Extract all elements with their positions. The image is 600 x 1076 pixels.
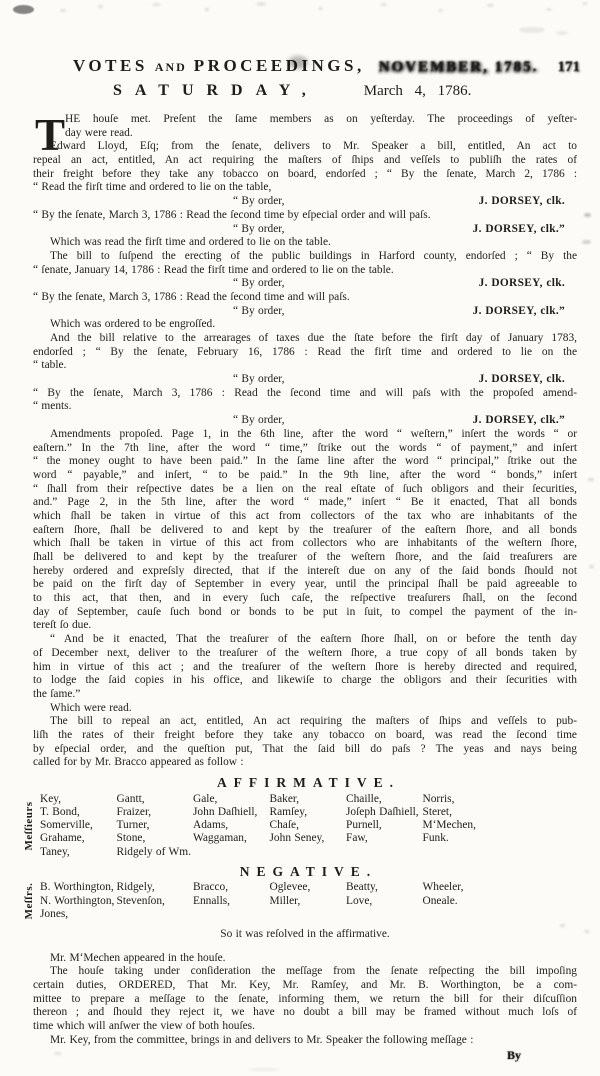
voter-name: Somerville, <box>40 819 93 832</box>
resolution-line: So it was reſolved in the affirmative. <box>220 928 390 941</box>
order-attestation <box>33 373 577 387</box>
header-title-votes: VOTES <box>73 56 148 75</box>
voter-name: Baker, <box>269 792 300 805</box>
voter-name: Miller, <box>269 894 301 907</box>
text-line: repeal an act, entitled, An act requiring the maſters of ſhips and veſſels to publiſh the rates of <box>33 154 577 167</box>
voter-name: N. Worthington, <box>40 894 115 907</box>
text-line: hereby ordered and expreſsly directed, that if the intereſt due on any of the ſaid bonds ſhould not <box>33 564 577 577</box>
text-line: “ ſhall from their reſpective dates be a lien on the real eſtate of ſuch obligors and their ſecurities, <box>33 482 577 495</box>
vote-column <box>117 881 194 921</box>
voter-name: Ramſey, <box>269 805 308 818</box>
text-line: “ table. <box>33 359 67 372</box>
header-title-proceedings: PROCEEDINGS, <box>193 56 365 75</box>
voter-name: B. Worthington, <box>40 881 114 894</box>
vote-column <box>423 793 578 859</box>
voter-name: Norris, <box>422 792 455 805</box>
ink-speck <box>438 9 443 12</box>
clerk-signature: J. DORSEY, clk.” <box>472 222 565 235</box>
text-line: Mr. Key, from the committee, brings in and delivers to Mr. Speaker the following meſſage : <box>50 1033 474 1046</box>
header-session: NOVEMBER, 1785. <box>378 59 539 75</box>
by-order-label: “ By order, <box>233 373 285 386</box>
drop-cap: T <box>35 110 66 160</box>
voter-name: Jones, <box>40 907 69 920</box>
voter-name: Bracco, <box>193 881 229 894</box>
text-line: day were read. <box>65 126 133 139</box>
by-order-label: “ By order, <box>233 222 285 235</box>
ink-speck <box>60 9 66 12</box>
date-heading <box>113 82 600 100</box>
ink-speck <box>248 1068 280 1071</box>
voter-name: Chaille, <box>346 792 382 805</box>
text-line: him in virtue of this act ; and the treaſurer of the weſtern ſhore is hereby directed and required, <box>33 660 577 673</box>
running-header <box>73 56 590 76</box>
vote-column <box>117 793 194 859</box>
text-line: “ the money ought to have been paid.” In the ſame line after the word “ principal,” ſtrike out the <box>33 455 577 468</box>
voter-name: Gale, <box>193 792 218 805</box>
ink-speck <box>556 31 568 35</box>
vote-column <box>346 793 423 859</box>
vote-heading: AFFIRMATIVE. <box>216 775 401 790</box>
by-order-label: “ By order, <box>233 304 285 317</box>
ink-speck <box>546 8 552 11</box>
body-text <box>0 110 600 1062</box>
voter-name: Ennalls, <box>193 894 231 907</box>
text-line: “ By the ſenate, March 3, 1786 : Read the ſecond time and will paſs. <box>33 290 350 303</box>
text-line: time which will anſwer the view of both houſes. <box>33 1020 255 1033</box>
order-attestation <box>33 223 577 237</box>
text-line: liſh the rates of their freight before they take any tobacco on board, was read the ſecond time <box>33 728 577 741</box>
vote-columns <box>40 881 577 921</box>
voter-name: Ridgely of Wm. <box>116 845 192 858</box>
voter-name: Chaſe, <box>269 819 299 832</box>
ink-speck <box>205 8 209 11</box>
by-order-label: “ By order, <box>233 195 285 208</box>
ink-speck <box>519 27 545 33</box>
vote-column <box>270 793 347 859</box>
text-line: their freight before they take any tobacco on board, endorſed ; “ By the ſenate, March 2, 1786 : <box>33 167 577 180</box>
text-line: be paid on the firſt day of September in every year, until the principal ſhall be paid agreeable to <box>33 578 577 591</box>
header-title-and: AND <box>154 60 187 74</box>
text-line: Amendments propoſed. Page 1, in the 6th line, after the word “ weſtern,” inſert the words “ or <box>50 427 577 440</box>
voter-name: Love, <box>346 894 373 907</box>
clerk-signature: J. DORSEY, clk. <box>478 373 565 386</box>
text-line: endorſed ; “ By the ſenate, February 16, 1786 : Read the firſt time and ordered to lie on the <box>33 345 577 358</box>
text-line: HE houſe met. Preſent the ſame members as on yeſterday. The proceedings of yeſter- <box>65 113 577 125</box>
clerk-signature: J. DORSEY, clk. <box>478 277 565 290</box>
text-line: day of September, cauſe ſuch bond or bonds to be put in ſuit, to compel the payment of the in- <box>33 605 577 618</box>
voter-name: Funk. <box>422 832 449 845</box>
vote-column <box>193 881 270 921</box>
ink-speck <box>582 2 588 5</box>
text-line: of December next, deliver to the treaſurer of the weſtern ſhore, a true copy of all bonds taken by <box>33 646 577 659</box>
vote-column <box>40 881 117 921</box>
catchword-text: By <box>506 1047 521 1062</box>
text-line: tereſt ſo due. <box>33 619 92 632</box>
text-line: The houſe taking under conſideration the meſſage from the ſenate reſpecting the bill impoſing <box>50 965 577 978</box>
vote-table-label: Meſſrs. <box>23 882 35 920</box>
voter-name: M‘Mechen, <box>422 819 476 832</box>
vote-heading: NEGATIVE. <box>239 863 378 879</box>
voter-name: Beatty, <box>346 881 378 894</box>
vote-table <box>23 792 577 859</box>
clerk-signature: J. DORSEY, clk.” <box>472 304 565 317</box>
voter-name: Grahame, <box>40 832 85 845</box>
vote-columns <box>40 793 577 859</box>
text-line: certain duties, ORDERED, That Mr. Key, Mr. Ramſey, and Mr. B. Worthington, be a com- <box>33 979 577 992</box>
text-line: word “ payable,” and inſert, “ to be paid.” In the 9th line, after the word “ bonds,” inſert <box>33 468 577 481</box>
text-line: The bill to repeal an act, entitled, An act requiring the maſters of ſhips and veſſels to pub- <box>50 715 577 728</box>
text-line: eaſtern.” In the 7th line, after the word “ time,” ſtrike out the words “ of payment,” and inſert <box>33 441 577 454</box>
vote-table <box>23 881 577 921</box>
text-line: “ By the ſenate, March 3, 1786 : Read the ſecond time and will paſs with the propoſed amend- <box>33 386 577 399</box>
vote-column <box>40 793 117 859</box>
by-order-label: “ By order, <box>233 277 285 290</box>
text-line: Which were read. <box>50 701 132 714</box>
voter-name: Gantt, <box>116 792 145 805</box>
text-line: to lodge the ſaid copies in his office, and likewiſe to charge the obligors and their ſecurities with <box>33 674 577 687</box>
text-line: ſhall be delivered to and kept by the treaſurer of the weſtern ſhore, and the ſaid treaſurers are <box>33 551 577 563</box>
text-line: Edward Lloyd, Eſq; from the ſenate, delivers to Mr. Speaker a bill, entitled, An act to <box>50 140 577 153</box>
voter-name: Oneale. <box>422 894 458 907</box>
catchword <box>33 1049 577 1063</box>
text-line: the ſame.” <box>33 687 81 700</box>
text-line: “ By the ſenate, March 3, 1786 : Read the ſecond time by eſpecial order and will paſs. <box>33 208 431 221</box>
text-line: called for by Mr. Bracco appeared as follow : <box>33 756 244 769</box>
text-line: mittee to prepare a meſſage to the ſenate, informing them, we return the bill for their diſcuſſion <box>33 992 577 1005</box>
page-number: 171 <box>557 59 580 75</box>
voter-name: Steret, <box>422 805 452 818</box>
text-line: thereon ; and ſhould they reject it, we have no doubt a bill may be framed without much loſs of <box>33 1006 577 1019</box>
ink-speck <box>487 4 494 7</box>
text-line: “ ments. <box>33 400 72 413</box>
voter-name: Adams, <box>193 819 229 832</box>
voter-name: Ridgely, <box>116 881 155 894</box>
voter-name: Taney, <box>40 845 70 858</box>
voter-name: Purnell, <box>346 819 382 832</box>
voter-name: Oglevee, <box>269 881 311 894</box>
by-order-label: “ By order, <box>233 414 285 427</box>
text-line: which ſhall be taken in virtue of this act from collectors of the tax who are inhabitants of the <box>33 509 577 522</box>
voter-name: Key, <box>40 792 62 805</box>
text-line: Mr. M‘Mechen appeared in the houſe. <box>50 951 226 964</box>
text-line: and.” Page 2, in the 5th line, after the word “ made,” inſert “ Be it enacted, That all bonds <box>33 496 577 509</box>
text-line: “ ſenate, January 14, 1786 : Read the firſt time and ordered to lie on the table. <box>33 263 394 276</box>
clerk-signature: J. DORSEY, clk. <box>478 195 565 208</box>
voter-name: Turner, <box>116 819 150 832</box>
voter-name: Waggaman, <box>193 832 247 845</box>
session-date: March 4, 1786. <box>363 83 472 99</box>
clerk-signature: J. DORSEY, clk.” <box>472 414 565 427</box>
voter-name: John Daſhiell, <box>193 805 258 818</box>
text-line: by eſpecial order, and the queſtion put, That the ſaid bill do paſs ? The yeas and nays being <box>33 742 577 755</box>
ink-speck <box>152 3 161 6</box>
voter-name: T. Bond, <box>40 805 80 818</box>
ink-speck <box>380 3 387 6</box>
ink-blot <box>13 5 34 14</box>
text-line: eaſtern ſhore, ſhall be delivered to and kept by the treaſurer of the eaſtern ſhore, and all bonds <box>33 523 577 536</box>
text-line: The bill to ſuſpend the erecting of the public buildings in Harford county, endorſed ; “ By the <box>50 249 577 262</box>
voter-name: Joſeph Daſhiell, <box>346 805 419 818</box>
vote-table-label: Meſſieurs <box>23 801 35 851</box>
order-attestation <box>33 305 577 319</box>
ink-speck <box>256 2 266 6</box>
order-attestation <box>33 414 577 428</box>
vote-column <box>346 881 423 921</box>
day-name: SATURDAY, <box>113 82 319 99</box>
voter-name: John Seney, <box>269 832 325 845</box>
text-line: Which was read the firſt time and ordered to lie on the table. <box>50 236 331 249</box>
order-attestation <box>33 277 577 291</box>
ink-speck <box>98 5 103 8</box>
text-line: to this act, that then, and in every ſuch caſe, the reſpective treaſurers ſhall, on the ſecond <box>33 592 577 605</box>
text-line: Which was ordered to be engroſſed. <box>50 318 216 331</box>
vote-column <box>270 881 347 921</box>
voter-name: Wheeler, <box>422 881 464 894</box>
voter-name: Stone, <box>116 832 146 845</box>
text-line: which ſhall be taken in virtue of this act from collectors who are inhabitants of the weſtern ſhore, <box>33 537 577 550</box>
voter-name: Stevenſon, <box>116 894 165 907</box>
text-line: And the bill relative to the arrearages of taxes due the ſtate before the firſt day of January 1783, <box>50 332 577 344</box>
vote-column <box>423 881 578 921</box>
order-attestation <box>33 195 577 209</box>
voter-name: Faw, <box>346 832 368 845</box>
ink-speck <box>318 7 323 10</box>
vote-column <box>193 793 270 859</box>
text-line: “ Read the firſt time and ordered to lie on the table, <box>33 181 272 194</box>
text-line: “ And be it enacted, That the treaſurer of the eaſtern ſhore ſhall, on or before the tenth day <box>50 633 577 646</box>
voter-name: Fraizer, <box>116 805 152 818</box>
